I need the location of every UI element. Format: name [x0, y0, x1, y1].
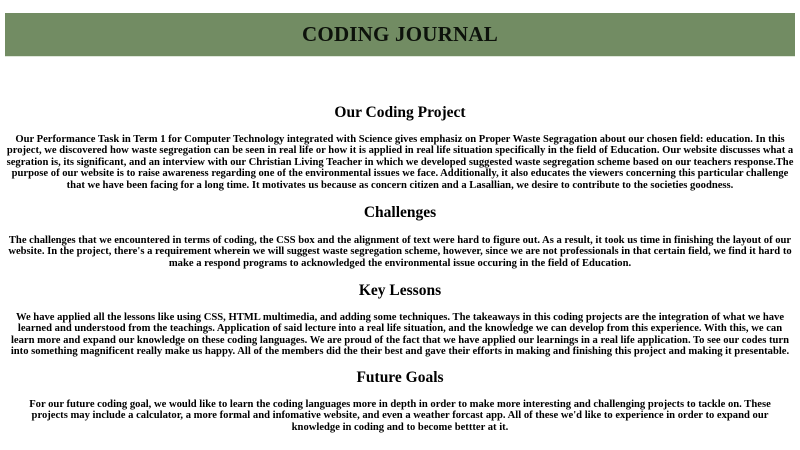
section-body: Our Performance Task in Term 1 for Computer Technology integrated with Science gives emphasiz on Proper Waste Segragation about our chosen field: education. In this project, we discovered how waste segregation can be seen in real life or how it is applied in real life situation specifically in the field of Education. Our website discusses what a segration is, its significant, and an interview with our Christian Living Teacher in which we developed suggested waste segregation scheme based on our teachers response.The purpose of our website is to raise awareness regarding one of the environmental issues we face. Additionally, it also educates the viewers concerning this particular challenge that we have been facing for a long time. It motivates us because as concern citizen and a Lasallian, we desire to contribute to the societies goodness.: [6, 134, 794, 191]
section-heading: Key Lessons: [358, 282, 442, 299]
section-challenges: [5, 204, 795, 269]
section-our-coding-project: [5, 104, 795, 191]
section-body: The challenges that we encountered in terms of coding, the CSS box and the alignment of text were hard to figure out. As a result, it took us time in finishing the layout of our website. In the project, there's a requirement wherein we will suggest waste segregation scheme, however, since we are not professionals in that certain field, we find it hard to make a respond programs to acknowledged the environmental issue occuring in the field of Education.: [8, 235, 792, 269]
section-future-goals: [5, 369, 795, 433]
section-body: We have applied all the lessons like using CSS, HTML multimedia, and adding some techniques. The takeaways in this coding projects are the integration of what we have learned and understood from the teachings. Application of said lecture into a real life situation, and the knowledge we can develop from this experience. With this, we can learn more and expand our knowledge on these coding languages. We are proud of the fact that we have applied our learnings in a real life application. To see our codes turn into something magnificent really make us happy. All of the members did the their best and gave their efforts in making and finishing this project and making it presentable.: [10, 312, 790, 358]
section-heading: Challenges: [363, 204, 437, 221]
section-heading: Future Goals: [356, 369, 444, 386]
section-body: For our future coding goal, we would like to learn the coding languages more in depth in order to make more interesting and challenging projects to tackle on. These projects may include a calculator, a more formal and infomative website, and even a weather forcast app. All of these we'd like to experience in order to expand our knowledge in coding and to become bettter at it.: [29, 399, 771, 433]
page-header: [5, 13, 795, 57]
section-key-lessons: [5, 282, 795, 358]
page-title: CODING JOURNAL: [302, 22, 498, 46]
section-heading: Our Coding Project: [334, 104, 466, 121]
